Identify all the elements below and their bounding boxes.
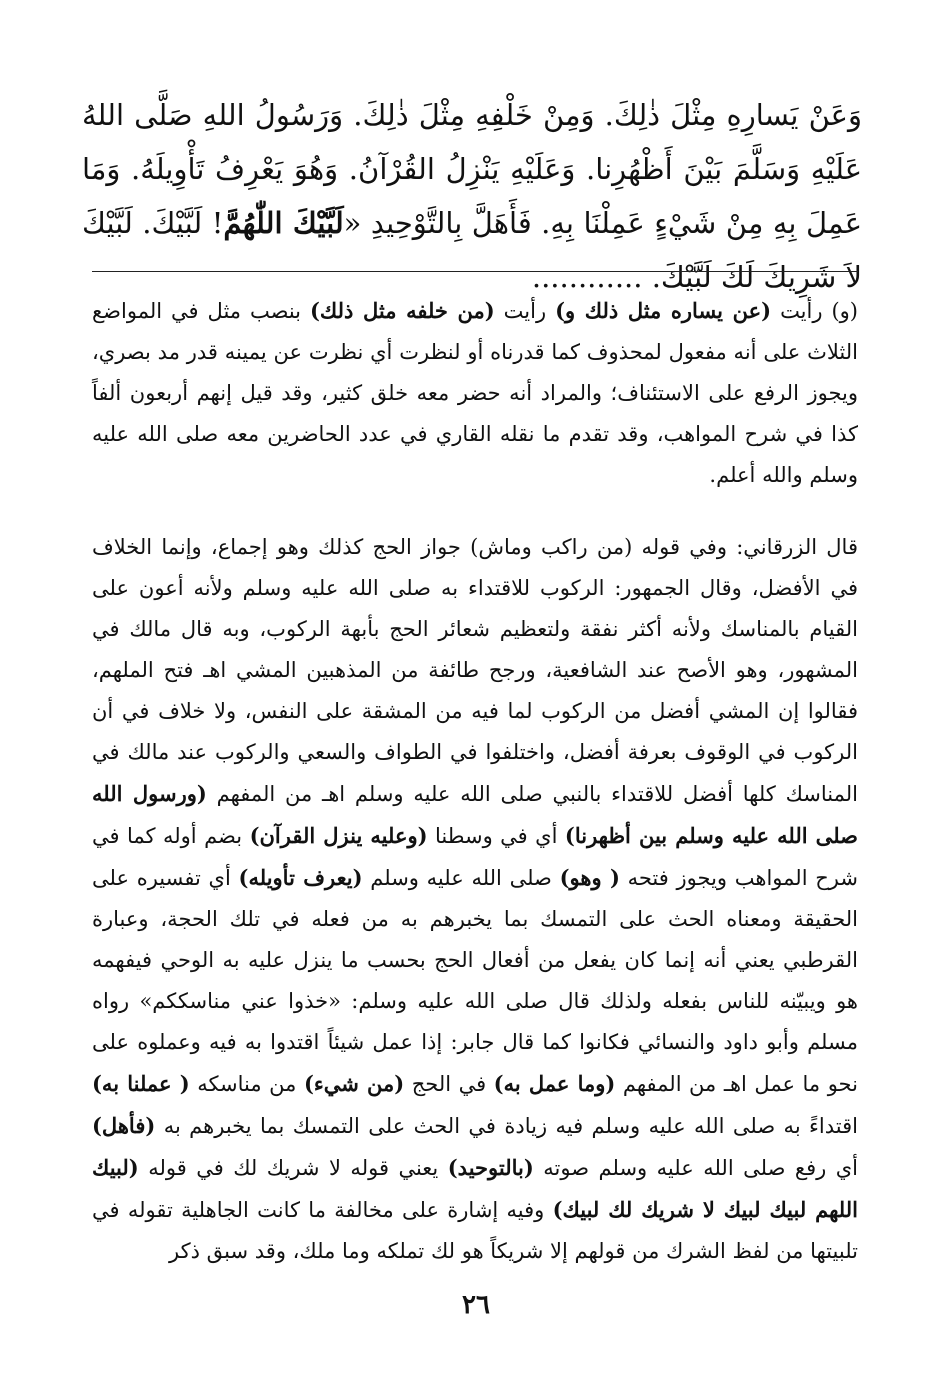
hadith-line-3: بِهِ. فَأَهَلَّ بِالتَّوْحِيدِ «لَبَّيْكَ اللّٰهُمَّ! لَبَّيْكَ. لَبَّيْكَ لاَ شَرِيكَ لَكَ لَبَّيْكَ. (82, 206, 862, 294)
page-number: ٢٦ (462, 1290, 490, 1320)
commentary-paragraph-2: قال الزرقاني: وفي قوله (من راكب وماش) جواز الحج كذلك وهو إجماع، وإنما الخلاف في الأفضل، وقال الجمهور: الركوب للاقتداء به صلى الله عليه وسلم ولأنه أعون على القيام بالمناسك ولأنه أكثر نفقة ولتعظيم شعائر الحج بأبهة الركوب، وبه قال مالك في المشهور، وهو الأصح عند الشافعية، ورجح طائفة من المذهبين المشي اهـ فتح الملهم، فقالوا إن المشي أفضل من الركوب لما فيه من المشقة على النفس، ولا خلاف في أن الركوب في الوقوف بعرفة أفضل، واختلفوا في الطواف والسعي والركوب عند مالك في المناسك كلها أفضل للاقتداء بالنبي صلى الله عليه وسلم اهـ من المفهم (ورسول الله صلى الله عليه وسلم بين أظهرنا) أي في وسطنا (وعليه ينزل القرآن) بضم أوله كما في شرح المواهب ويجوز فتحه ( وهو) صلى الله عليه وسلم (يعرف تأويله) أي تفسيره على الحقيقة ومعناه الحث على التمسك بما يخبرهم به من فعله في تلك الحجة، وعبارة القرطبي يعني أنه إنما كان يفعل من أفعال الحج بحسب ما ينزل عليه به الوحي فيفهمه هو ويبيّنه للناس بفعله ولذلك قال صلى الله عليه وسلم: «خذوا عني مناسككم» رواه مسلم وأبو داود والنسائي فكانوا كما قال جابر: إذا عمل شيئاً اقتدوا به فيه وعملوه على نحو ما عمل اهـ من المفهم (وما عمل به) في الحج (من شيء) من مناسكه ( عملنا به) اقتداءً به صلى الله عليه وسلم فيه زيادة في الحث على التمسك بما يخبرهم به (فأهل) أي رفع صلى الله عليه وسلم صوته (بالتوحيد) يعني قوله لا شريك لك في قوله (لبيك اللهم لبيك لبيك لا شريك لك لبيك) وفيه إشارة على مخالفة ما كانت الجاهلية تقوله في تلبيتها من لفظ الشرك من قولهم إلا شريكاً هو لك تملكه وما ملك، وقد سبق ذكر (92, 535, 858, 1263)
separator-line (92, 271, 858, 272)
ellipsis-dots: ............ (531, 260, 643, 294)
commentary-paragraph-1: (و) رأيت (عن يساره مثل ذلك و) رأيت (من خلفه مثل ذلك) بنصب مثل في المواضع الثلاث على أنه مفعول لمحذوف كما قدرناه أو لنظرت أي نظرت عن يمينه قدر مد بصري، ويجوز الرفع على الاستئناف؛ والمراد أنه حضر معه خلق كثير، وقد قيل إنهم أربعون ألفاً كذا في شرح المواهب، وقد تقدم ما نقله القاري في عدد الحاضرين معه صلى الله عليه وسلم والله أعلم. (92, 298, 859, 487)
hadith-line-2: بَيْنَ أَظْهُرِنا. وَعَلَيْهِ يَنْزِلُ القُرْآنُ. وَهُوَ يَعْرِفُ تَأْوِيلَهُ. وَمَا عَمِلَ بِهِ مِنْ شَيْءٍ عَمِلْنَا (82, 152, 862, 240)
talbiya-bold: لَبَّيْكَ اللّٰهُمَّ (223, 206, 344, 240)
hadith-line-1: وَعَنْ يَسارِهِ مِثْلَ ذٰلِكَ. وَمِنْ خَلْفِهِ مِثْلَ ذٰلِكَ. وَرَسُولُ اللهِ صَلَّى اللهُ عَلَيْهِ وَسَلَّمَ (82, 98, 862, 186)
